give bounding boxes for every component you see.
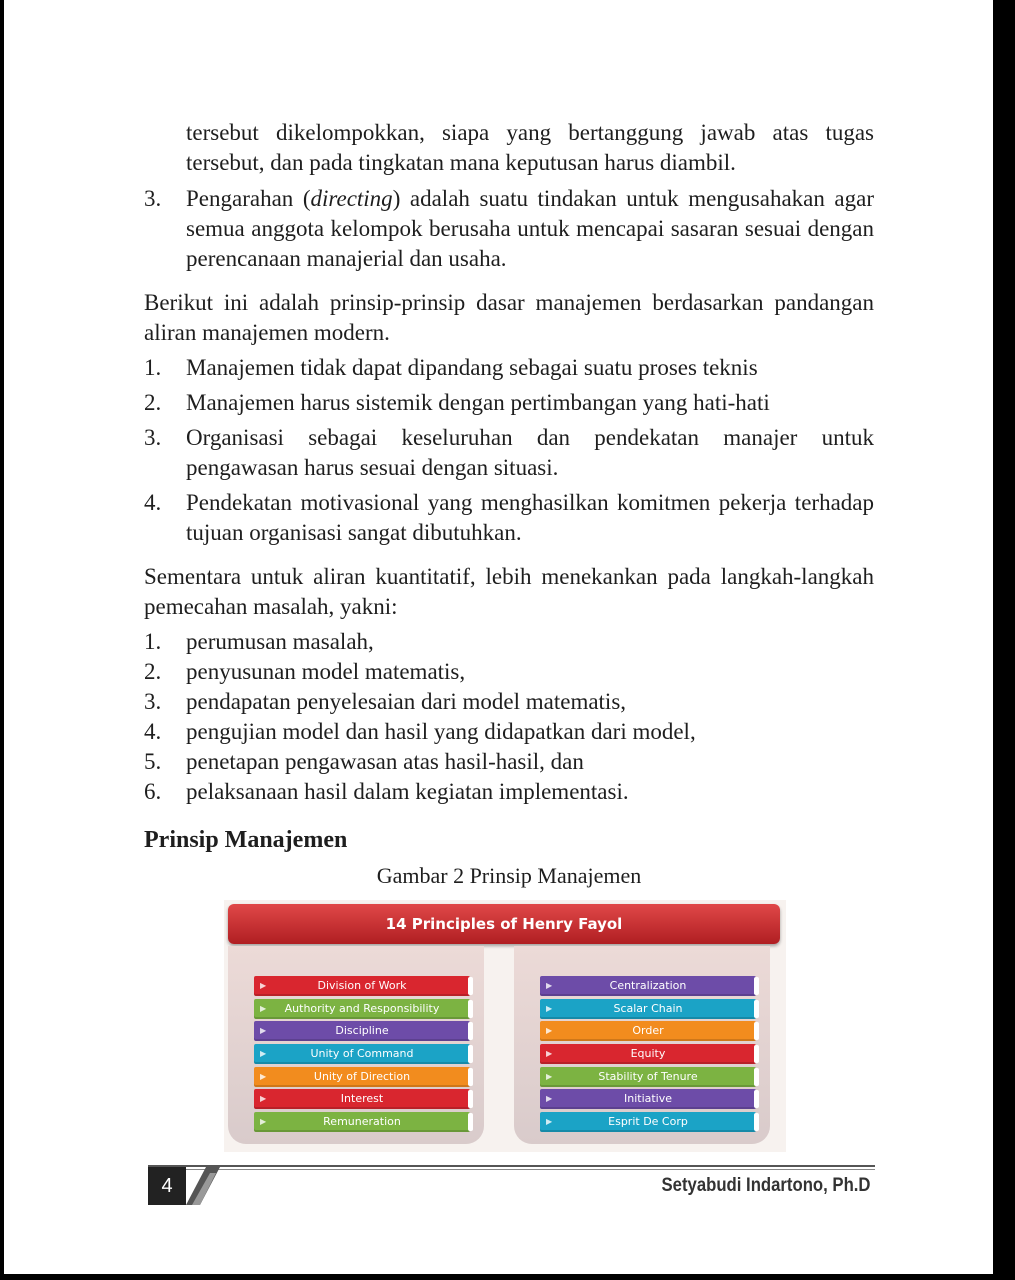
principle-label: Scalar Chain [613,1001,683,1015]
figure-caption: Gambar 2 Prinsip Manajemen [376,863,642,888]
right-panel [514,946,770,1144]
arrow-icon: ▶ [260,1117,267,1127]
arrow-icon: ▶ [260,1026,267,1036]
list-item: 4. pengujian model dan hasil yang didapatkan dari model, [144,719,696,744]
principle-label: Interest [340,1092,384,1106]
list-item: 1. Manajemen tidak dapat dipandang sebagai suatu proses teknis [144,355,758,380]
arrow-icon: ▶ [546,1003,553,1013]
arrow-icon: ▶ [546,1094,553,1104]
list-item: 1. perumusan masalah, [144,629,374,654]
principle-label: Unity of Direction [313,1069,411,1083]
left-panel [228,946,484,1144]
bar-end-cap [754,1045,759,1063]
principle-bar [254,1044,470,1064]
bar-end-cap [468,1090,473,1108]
body-text [144,118,874,891]
list-item: 3. pendapatan penyelesaian dari model matematis, [144,689,627,714]
arrow-icon: ▶ [546,1049,553,1059]
paragraph-quantitative: Sementara untuk aliran kuantitatif, lebih menekankan pada langkah-langkah pemecahan masalah, yakni: [144,564,874,619]
principle-bar [540,1021,756,1041]
list-item: 3. Pengarahan (directing) adalah suatu tindakan untuk mengusahakan agar semua anggota kelompok berusaha untuk mencapai sasaran sesuai dengan perencanaan manajerial dan usaha. [144,186,875,271]
bar-end-cap [468,1045,473,1063]
paragraph-modern: Berikut ini adalah prinsip-prinsip dasar manajemen berdasarkan pandangan aliran manajemen modern. [144,290,874,345]
fayol-principles-figure [224,900,786,1152]
list-item: 3. Organisasi sebagai keseluruhan dan pendekatan manajer untuk pengawasan harus sesuai dengan situasi. [144,425,874,480]
principle-bar [540,1044,756,1064]
page-number-wedge-icon [186,1167,220,1205]
principle-bar [254,976,470,996]
principle-bar [254,999,470,1019]
principle-bar [254,1089,470,1109]
principle-label: Stability of Tenure [598,1069,698,1083]
principle-bar [540,1089,756,1109]
footer-rule-thin [148,1169,875,1170]
principle-label: Equity [630,1047,666,1061]
principle-bar [540,1112,756,1132]
principle-label: Esprit De Corp [608,1115,688,1129]
quantitative-steps-list [144,627,874,807]
bar-end-cap [754,1090,759,1108]
principle-bar [540,976,756,996]
bar-end-cap [468,977,473,995]
section-heading: Prinsip Manajemen [144,827,348,853]
bar-end-cap [468,1000,473,1018]
arrow-icon: ▶ [546,1026,553,1036]
document-page [4,0,993,1274]
principle-label: Division of Work [317,979,407,992]
bar-end-cap [754,1068,759,1086]
principle-bar [540,1067,756,1087]
right-principles [540,976,756,1135]
footer-author: Setyabudi Indartono, Ph.D [661,1175,871,1196]
bar-end-cap [468,1068,473,1086]
list-item: 6. pelaksanaan hasil dalam kegiatan implementasi. [144,779,629,804]
arrow-icon: ▶ [546,981,553,990]
arrow-icon: ▶ [260,1049,267,1059]
arrow-icon: ▶ [260,981,267,990]
bar-end-cap [754,1000,759,1018]
list-item: 4. Pendekatan motivasional yang menghasilkan komitmen pekerja terhadap tujuan organisasi sangat dibutuhkan. [144,490,874,545]
bar-end-cap [468,1022,473,1040]
bar-end-cap [754,977,759,995]
arrow-icon: ▶ [260,1071,267,1081]
principle-label: Remuneration [323,1115,401,1129]
footer-rule [148,1165,875,1167]
principle-bar [540,999,756,1019]
list-item: 2. Manajemen harus sistemik dengan pertimbangan yang hati-hati [144,390,770,415]
principle-label: Centralization [609,979,687,992]
principle-label: Initiative [623,1092,673,1106]
arrow-icon: ▶ [260,1094,267,1104]
continued-paragraph: tersebut dikelompokkan, siapa yang bertanggung jawab atas tugas tersebut, dan pada tingkatan mana keputusan harus diambil. [186,120,874,175]
principle-bar [254,1067,470,1087]
list-item: 2. penyusunan model matematis, [144,659,466,684]
bar-end-cap [754,1113,759,1131]
arrow-icon: ▶ [546,1117,553,1127]
principle-label: Order [632,1024,664,1038]
principle-label: Authority and Responsibility [284,1001,440,1015]
list-item: 5. penetapan pengawasan atas hasil-hasil, dan [144,749,584,774]
figure-title: 14 Principles of Henry Fayol [228,904,780,944]
page-number: 4 [148,1167,186,1205]
principle-label: Unity of Command [310,1047,414,1061]
arrow-icon: ▶ [546,1071,553,1081]
principle-bar [254,1112,470,1132]
modern-principles-list [144,353,874,548]
function-list [144,184,874,274]
principle-label: Discipline [335,1024,389,1038]
arrow-icon: ▶ [260,1003,267,1013]
left-principles [254,976,470,1135]
bar-end-cap [468,1113,473,1131]
principle-bar [254,1021,470,1041]
bar-end-cap [754,1022,759,1040]
